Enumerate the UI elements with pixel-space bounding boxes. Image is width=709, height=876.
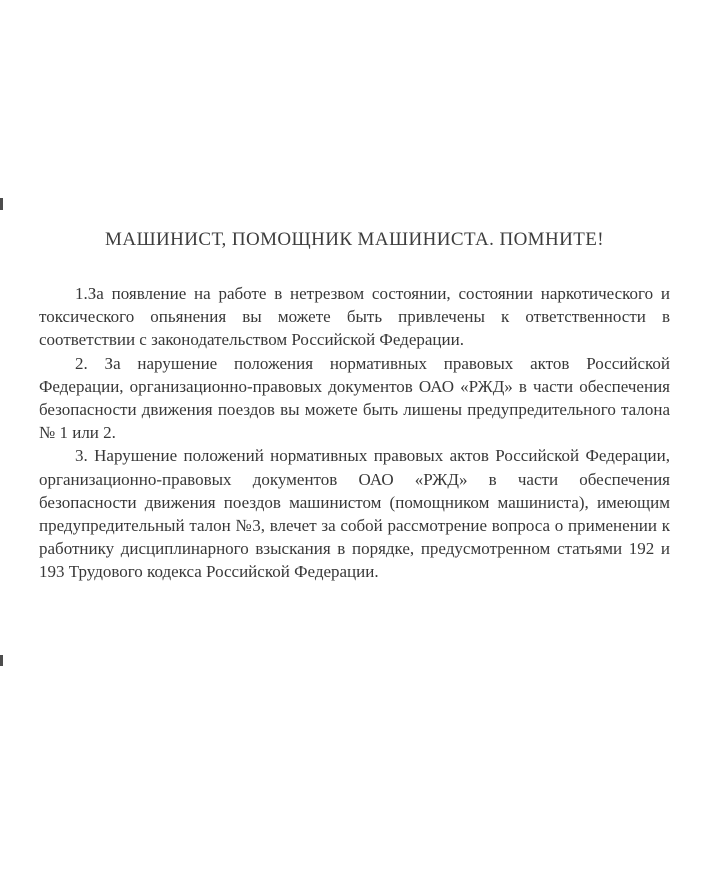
paragraph-intoxication-liability: 1.За появление на работе в нетрезвом состоянии, состоянии наркотического и токсического опьянения вы можете быть привлечены к ответственности в соответствии с законодательством Российской Федерации. [39, 284, 670, 350]
paragraph-warning-coupon-3-discipline: 3. Нарушение положений нормативных правовых актов Российской Федерации, организационно-правовых документов ОАО «РЖД» в части обеспечения безопасности движения поездов машинистом (помощником машиниста), имеющим предупредительный талон №3, влечет за собой рассмотрение вопроса о применении к работнику дисциплинарного взыскания в порядке, предусмотренном статьями 192 и 193 Трудового кодекса Российской Федерации. [39, 446, 670, 582]
document-title: МАШИНИСТ, ПОМОЩНИК МАШИНИСТА. ПОМНИТЕ! [105, 229, 604, 250]
paragraph-warning-coupon-1-2: 2. За нарушение положения нормативных правовых актов Российской Федерации, организационно-правовых документов ОАО «РЖД» в части обеспечения безопасности движения поездов вы можете быть лишены предупредительного талона № 1 или 2. [39, 353, 670, 443]
document-content [39, 227, 670, 584]
scan-edge-artifact-bottom [0, 655, 3, 666]
scan-edge-artifact-top [0, 198, 3, 210]
